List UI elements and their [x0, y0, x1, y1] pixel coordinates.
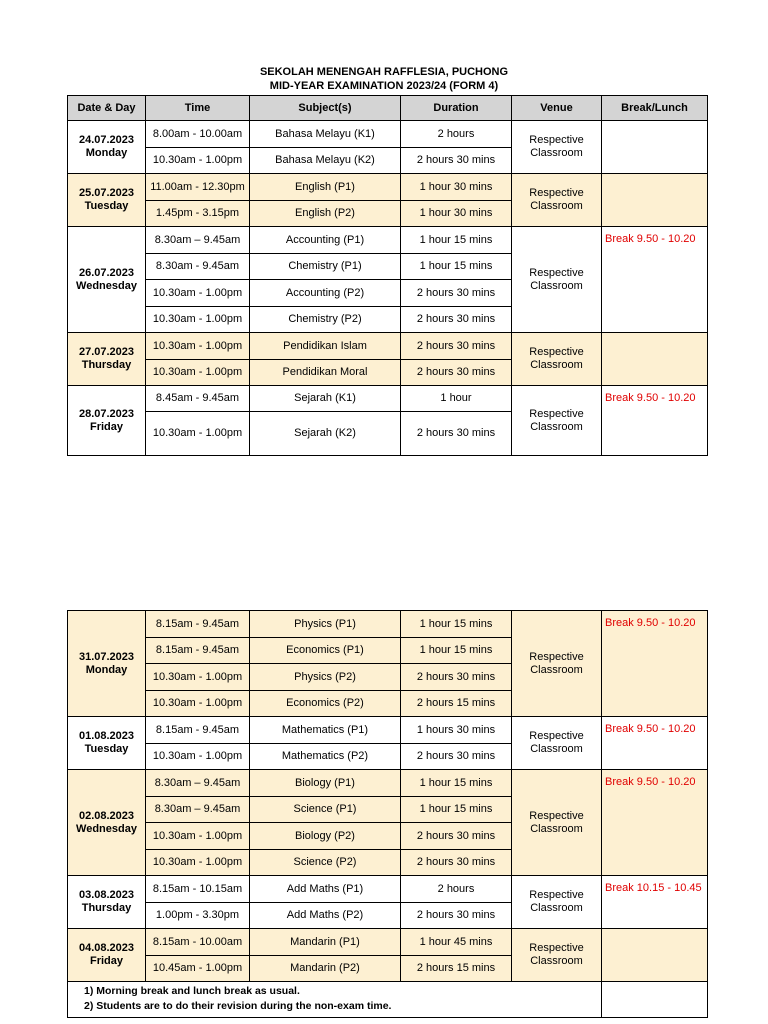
duration-cell: 1 hour 15 mins: [401, 254, 512, 280]
header-time: Time: [146, 96, 250, 121]
duration-cell: 1 hour 30 mins: [401, 201, 512, 227]
duration-cell: 2 hours 15 mins: [401, 956, 512, 982]
notes-row: [68, 982, 708, 1018]
duration-cell: 2 hours 30 mins: [401, 412, 512, 456]
venue-cell: Respective Classroom: [512, 386, 602, 456]
table-header-row: [68, 96, 708, 121]
duration-cell: 1 hour 15 mins: [401, 770, 512, 797]
subject-cell: Sejarah (K2): [250, 412, 401, 456]
subject-cell: Chemistry (P2): [250, 307, 401, 333]
date-cell: 01.08.2023 Tuesday: [68, 717, 146, 770]
subject-cell: Pendidikan Moral: [250, 360, 401, 386]
subject-cell: Biology (P1): [250, 770, 401, 797]
duration-cell: 2 hours 30 mins: [401, 333, 512, 360]
schedule-table-week-1: [67, 95, 708, 456]
subject-cell: Physics (P1): [250, 611, 401, 638]
venue-cell: Respective Classroom: [512, 717, 602, 770]
duration-cell: 2 hours 30 mins: [401, 148, 512, 174]
time-cell: 8.15am - 10.15am: [146, 876, 250, 903]
time-cell: 8.15am - 9.45am: [146, 611, 250, 638]
subject-cell: Science (P1): [250, 797, 401, 823]
table-row: [68, 611, 708, 638]
subject-cell: English (P2): [250, 201, 401, 227]
time-cell: 10.30am - 1.00pm: [146, 307, 250, 333]
venue-cell: Respective Classroom: [512, 876, 602, 929]
subject-cell: Add Maths (P2): [250, 903, 401, 929]
duration-cell: 2 hours 30 mins: [401, 903, 512, 929]
table-row: [68, 174, 708, 201]
time-cell: 8.30am – 9.45am: [146, 770, 250, 797]
break-cell: Break 9.50 - 10.20: [602, 227, 708, 333]
duration-cell: 1 hour 30 mins: [401, 174, 512, 201]
time-cell: 10.30am - 1.00pm: [146, 280, 250, 307]
subject-cell: Accounting (P2): [250, 280, 401, 307]
time-cell: 10.30am - 1.00pm: [146, 664, 250, 691]
date-cell: 28.07.2023 Friday: [68, 386, 146, 456]
duration-cell: 1 hours 30 mins: [401, 717, 512, 744]
subject-cell: Physics (P2): [250, 664, 401, 691]
time-cell: 8.30am - 9.45am: [146, 254, 250, 280]
duration-cell: 2 hours 30 mins: [401, 744, 512, 770]
header-venue: Venue: [512, 96, 602, 121]
subject-cell: Mandarin (P1): [250, 929, 401, 956]
duration-cell: 2 hours 30 mins: [401, 850, 512, 876]
exam-title: MID-YEAR EXAMINATION 2023/24 (FORM 4): [269, 80, 499, 92]
schedule-table-week-2: [67, 610, 708, 1018]
subject-cell: Add Maths (P1): [250, 876, 401, 903]
date-cell: 25.07.2023 Tuesday: [68, 174, 146, 227]
table-row: [68, 333, 708, 360]
duration-cell: 1 hour 45 mins: [401, 929, 512, 956]
duration-cell: 2 hours: [401, 121, 512, 148]
time-cell: 8.15am - 9.45am: [146, 638, 250, 664]
duration-cell: 1 hour: [401, 386, 512, 412]
date-cell: 03.08.2023 Thursday: [68, 876, 146, 929]
header-date-day: Date & Day: [68, 96, 146, 121]
break-cell: Break 9.50 - 10.20: [602, 611, 708, 717]
duration-cell: 2 hours 15 mins: [401, 691, 512, 717]
break-cell: Break 10.15 - 10.45: [602, 876, 708, 929]
table-row: [68, 929, 708, 956]
header-duration: Duration: [401, 96, 512, 121]
header-break-lunch: Break/Lunch: [602, 96, 708, 121]
time-cell: 10.30am - 1.00pm: [146, 691, 250, 717]
time-cell: 8.00am - 10.00am: [146, 121, 250, 148]
subject-cell: Accounting (P1): [250, 227, 401, 254]
time-cell: 10.30am - 1.00pm: [146, 412, 250, 456]
table-row: [68, 770, 708, 797]
note-2: 2) Students are to do their revision during the non-exam time.: [84, 1000, 392, 1012]
date-cell: 04.08.2023 Friday: [68, 929, 146, 982]
notes-cell: [68, 982, 602, 1018]
time-cell: 10.30am - 1.00pm: [146, 744, 250, 770]
duration-cell: 1 hour 15 mins: [401, 227, 512, 254]
duration-cell: 2 hours 30 mins: [401, 823, 512, 850]
time-cell: 8.15am - 9.45am: [146, 717, 250, 744]
subject-cell: Pendidikan Islam: [250, 333, 401, 360]
duration-cell: 2 hours 30 mins: [401, 307, 512, 333]
notes-empty-cell: [602, 982, 708, 1018]
time-cell: 10.45am - 1.00pm: [146, 956, 250, 982]
time-cell: 10.30am - 1.00pm: [146, 360, 250, 386]
duration-cell: 2 hours 30 mins: [401, 280, 512, 307]
time-cell: 10.30am - 1.00pm: [146, 148, 250, 174]
time-cell: 10.30am - 1.00pm: [146, 850, 250, 876]
table-row: [68, 386, 708, 412]
header-subjects: Subject(s): [250, 96, 401, 121]
subject-cell: Science (P2): [250, 850, 401, 876]
date-cell: 31.07.2023 Monday: [68, 611, 146, 717]
time-cell: 10.30am - 1.00pm: [146, 823, 250, 850]
venue-cell: Respective Classroom: [512, 333, 602, 386]
venue-cell: Respective Classroom: [512, 174, 602, 227]
subject-cell: Bahasa Melayu (K1): [250, 121, 401, 148]
venue-cell: Respective Classroom: [512, 611, 602, 717]
time-cell: 8.30am – 9.45am: [146, 227, 250, 254]
duration-cell: 1 hour 15 mins: [401, 638, 512, 664]
table-row: [68, 876, 708, 903]
subject-cell: Mandarin (P2): [250, 956, 401, 982]
subject-cell: Biology (P2): [250, 823, 401, 850]
time-cell: 1.00pm - 3.30pm: [146, 903, 250, 929]
break-cell: [602, 333, 708, 386]
school-name: SEKOLAH MENENGAH RAFFLESIA, PUCHONG: [259, 66, 509, 78]
date-cell: 02.08.2023 Wednesday: [68, 770, 146, 876]
date-cell: 24.07.2023 Monday: [68, 121, 146, 174]
time-cell: 11.00am - 12.30pm: [146, 174, 250, 201]
subject-cell: Mathematics (P1): [250, 717, 401, 744]
break-cell: Break 9.50 - 10.20: [602, 770, 708, 876]
subject-cell: Economics (P1): [250, 638, 401, 664]
subject-cell: Bahasa Melayu (K2): [250, 148, 401, 174]
break-cell: [602, 121, 708, 174]
venue-cell: Respective Classroom: [512, 121, 602, 174]
duration-cell: 2 hours 30 mins: [401, 360, 512, 386]
break-cell: Break 9.50 - 10.20: [602, 717, 708, 770]
break-cell: [602, 929, 708, 982]
duration-cell: 2 hours 30 mins: [401, 664, 512, 691]
subject-cell: English (P1): [250, 174, 401, 201]
duration-cell: 2 hours: [401, 876, 512, 903]
venue-cell: Respective Classroom: [512, 929, 602, 982]
table-row: [68, 717, 708, 744]
subject-cell: Sejarah (K1): [250, 386, 401, 412]
time-cell: 8.30am – 9.45am: [146, 797, 250, 823]
subject-cell: Economics (P2): [250, 691, 401, 717]
table-row: [68, 121, 708, 148]
subject-cell: Mathematics (P2): [250, 744, 401, 770]
duration-cell: 1 hour 15 mins: [401, 797, 512, 823]
date-cell: 27.07.2023 Thursday: [68, 333, 146, 386]
note-1: 1) Morning break and lunch break as usual.: [84, 985, 300, 997]
venue-cell: Respective Classroom: [512, 227, 602, 333]
time-cell: 8.15am - 10.00am: [146, 929, 250, 956]
date-cell: 26.07.2023 Wednesday: [68, 227, 146, 333]
break-cell: [602, 174, 708, 227]
venue-cell: Respective Classroom: [512, 770, 602, 876]
time-cell: 10.30am - 1.00pm: [146, 333, 250, 360]
break-cell: Break 9.50 - 10.20: [602, 386, 708, 456]
table-row: [68, 227, 708, 254]
duration-cell: 1 hour 15 mins: [401, 611, 512, 638]
time-cell: 1.45pm - 3.15pm: [146, 201, 250, 227]
subject-cell: Chemistry (P1): [250, 254, 401, 280]
time-cell: 8.45am - 9.45am: [146, 386, 250, 412]
